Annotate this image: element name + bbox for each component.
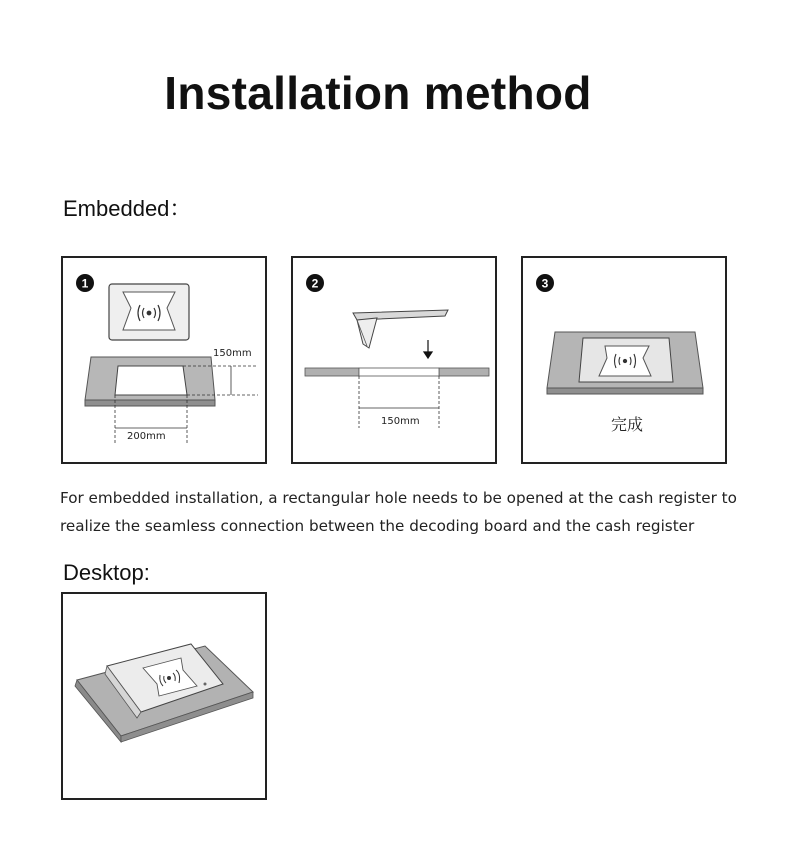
- down-arrow-icon: [424, 340, 432, 358]
- description-line-1: For embedded installation, a rectangular hole needs to be opened at the cash register to: [60, 489, 737, 507]
- step-3-panel: [521, 256, 727, 464]
- step-3-number: 3: [541, 276, 549, 291]
- step-1-panel: [61, 256, 267, 464]
- desktop-panel: [61, 592, 267, 800]
- counter-slab: [305, 368, 489, 376]
- dim-width-label: 200mm: [127, 431, 166, 442]
- decoder-board-icon: [579, 338, 673, 382]
- page-title: Installation method: [164, 67, 592, 119]
- dim-height-label: 150mm: [213, 348, 252, 359]
- embedded-label: Embedded：: [63, 196, 192, 221]
- step-2-panel: [291, 256, 497, 464]
- description-line-2: realize the seamless connection between the decoding board and the cash register: [60, 517, 695, 535]
- embedded-description: [60, 484, 760, 540]
- step-1-number: 1: [81, 276, 89, 291]
- decoder-board-icon: [109, 284, 189, 340]
- counter-slab: [85, 357, 215, 406]
- decoder-board-icon: [353, 310, 448, 348]
- dim-width-label: 150mm: [381, 416, 420, 427]
- desktop-label: Desktop:: [63, 560, 150, 585]
- step-3-caption: 完成: [610, 415, 644, 434]
- step-2-number: 2: [311, 276, 319, 291]
